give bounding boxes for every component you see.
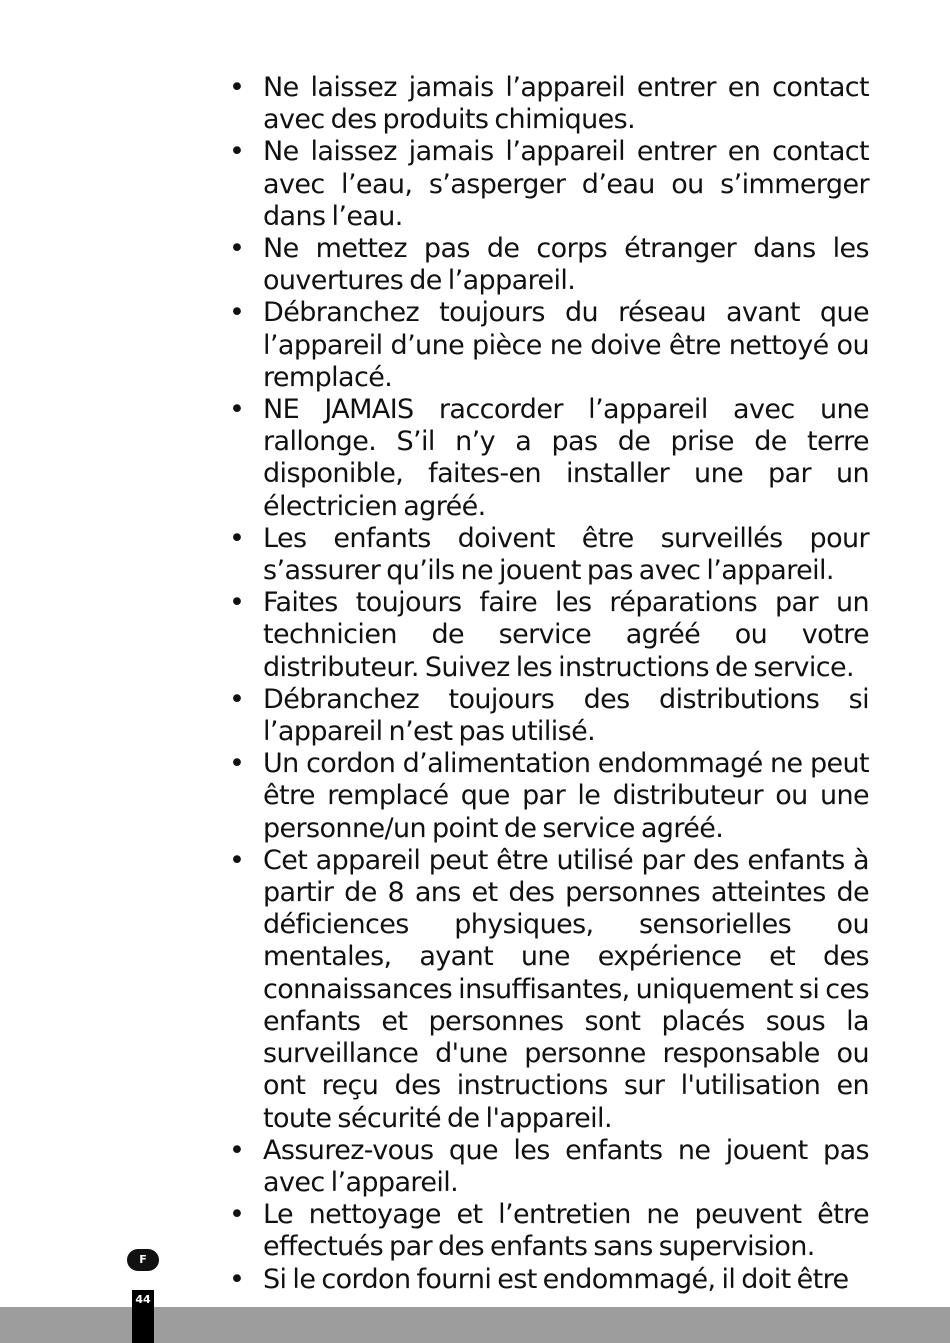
list-item: • Faites toujours faire les réparations par un technicien de service agréé ou votre distributeur. Suivez les instructions de service. [229, 587, 869, 684]
list-item: • Ne laissez jamais l’appareil entrer en contact avec des produits chimiques. [229, 72, 869, 136]
list-item: • Le nettoyage et l’entretien ne peuvent être effectués par des enfants sans supervision. [229, 1199, 869, 1263]
list-item: • Ne mettez pas de corps étranger dans les ouvertures de l’appareil. [229, 233, 869, 297]
page-number: 44 [135, 1293, 151, 1306]
list-item: • Assurez-vous que les enfants ne jouent pas avec l’appareil. [229, 1135, 869, 1199]
safety-instructions-list [229, 72, 869, 1296]
language-badge: F [127, 1249, 159, 1271]
list-item: • Débranchez toujours des distributions si l’appareil n’est pas utilisé. [229, 684, 869, 748]
list-item: • Un cordon d’alimentation endommagé ne peut être remplacé que par le distributeur ou une personne/un point de service agréé. [229, 748, 869, 845]
list-item: • Si le cordon fourni est endommagé, il doit être [229, 1264, 869, 1296]
list-item: • NE JAMAIS raccorder l’appareil avec une rallonge. S’il n’y a pas de prise de terre disponible, faites-en installer une par un électricien agréé. [229, 394, 869, 523]
list-item: • Cet appareil peut être utilisé par des enfants à partir de 8 ans et des personnes atteintes de déficiences physiques, sensorielles ou mentales, ayant une expérience et des connaissances insuffisantes, uniquement si ces enfants et personnes sont placés sous la surveillance d'une personne responsable ou ont reçu des instructions sur l'utilisation en toute sécurité de l'appareil. [229, 845, 869, 1135]
list-item: • Ne laissez jamais l’appareil entrer en contact avec l’eau, s’asperger d’eau ou s’immerger dans l’eau. [229, 136, 869, 233]
list-item: • Débranchez toujours du réseau avant que l’appareil d’une pièce ne doive être nettoyé ou remplacé. [229, 297, 869, 394]
list-item: • Les enfants doivent être surveillés pour s’assurer qu’ils ne jouent pas avec l’appareil. [229, 523, 869, 587]
